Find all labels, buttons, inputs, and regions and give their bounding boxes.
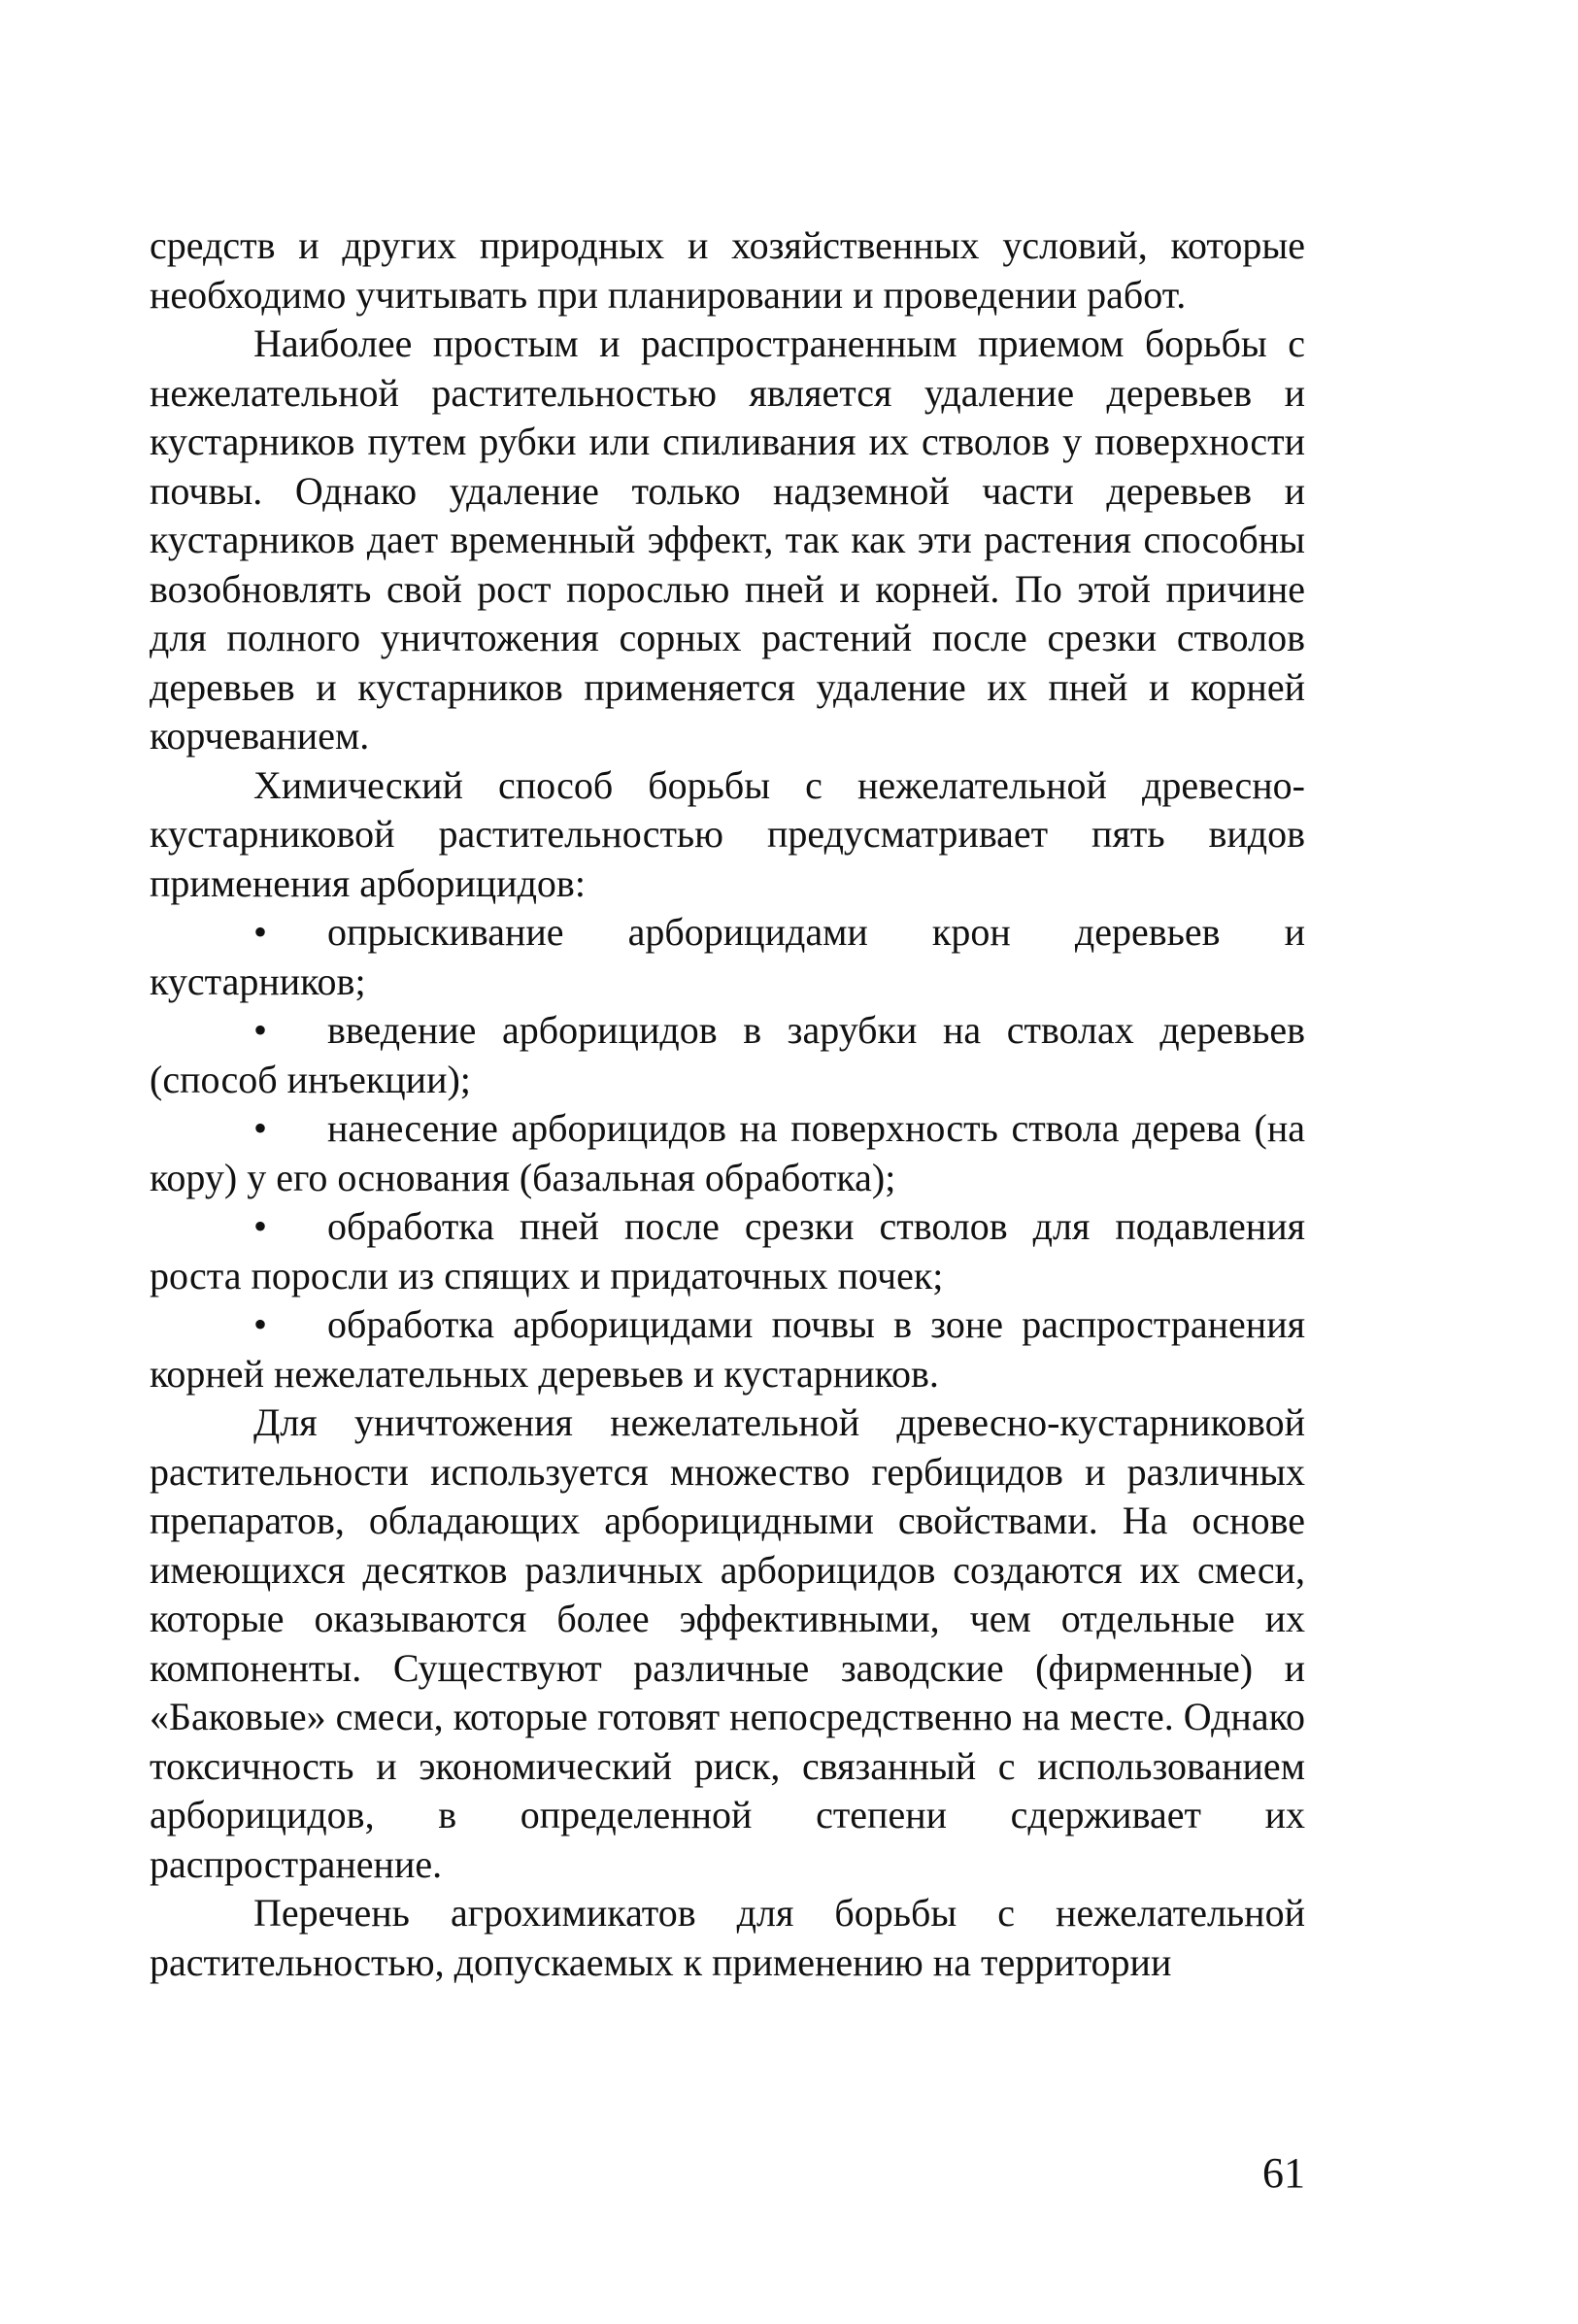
page-number: 61 [1262,2149,1305,2197]
bullet-icon: • [253,1302,268,1346]
paragraph-chemical-method: Химический способ борьбы с нежелательной древесно-кустарниковой растительностью предусматривает пять видов применения арборицидов: [150,762,1305,905]
bullet-icon: • [253,1106,268,1150]
paragraph-herbicides: Для уничтожения нежелательной древесно-кустарниковой растительности используется множество гербицидов и различных препаратов, обладающих арборицидными свойствами. На основе имеющихся десятков различных арборицидов создаются их смеси, которые оказываются более эффективными, чем отдельные их компоненты. Существуют различные заводские (фирменные) и «Баковые» смеси, которые готовят непосредственно на месте. Однако токсичность и экономический риск, связанный с использованием арборицидов, в определенной степени сдерживает их распространение. [150,1400,1305,1886]
body-text [150,221,1305,1987]
bullet-item [150,1006,1305,1104]
bullet-text: введение арборицидов в зарубки на стволах деревьев (способ инъекции); [150,1008,1305,1101]
bullet-text: опрыскивание арборицидами крон деревьев и кустарников; [150,910,1305,1003]
bullet-icon: • [253,1008,268,1052]
bullet-icon: • [253,1204,268,1248]
bullet-icon: • [253,910,268,954]
bullet-item [150,1104,1305,1202]
bullet-item [150,908,1305,1006]
bullet-text: обработка пней после срезки стволов для подавления роста поросли из спящих и придаточных почек; [150,1204,1305,1297]
paragraph-agrochemicals-list: Перечень агрохимикатов для борьбы с нежелательной растительностью, допускаемых к применению на территории [150,1891,1305,1984]
bullet-text: обработка арборицидами почвы в зоне распространения корней нежелательных деревьев и кустарников. [150,1302,1305,1396]
bullet-text: нанесение арборицидов на поверхность ствола дерева (на кору) у его основания (базальная обработка); [150,1106,1305,1199]
paragraph-continuation: средств и других природных и хозяйственных условий, которые необходимо учитывать при планировании и проведении работ. [150,223,1305,317]
bullet-item [150,1300,1305,1398]
paragraph-mechanical-removal: Наиболее простым и распространенным приемом борьбы с нежелательной растительностью является удаление деревьев и кустарников путем рубки или спиливания их стволов у поверхности почвы. Однако удаление только надземной части деревьев и кустарников дает временный эффект, так как эти растения способны возобновлять свой рост порослью пней и корней. По этой причине для полного уничтожения сорных растений после срезки стволов деревьев и кустарников применяется удаление их пней и корней корчеванием. [150,321,1305,758]
bullet-item [150,1202,1305,1300]
